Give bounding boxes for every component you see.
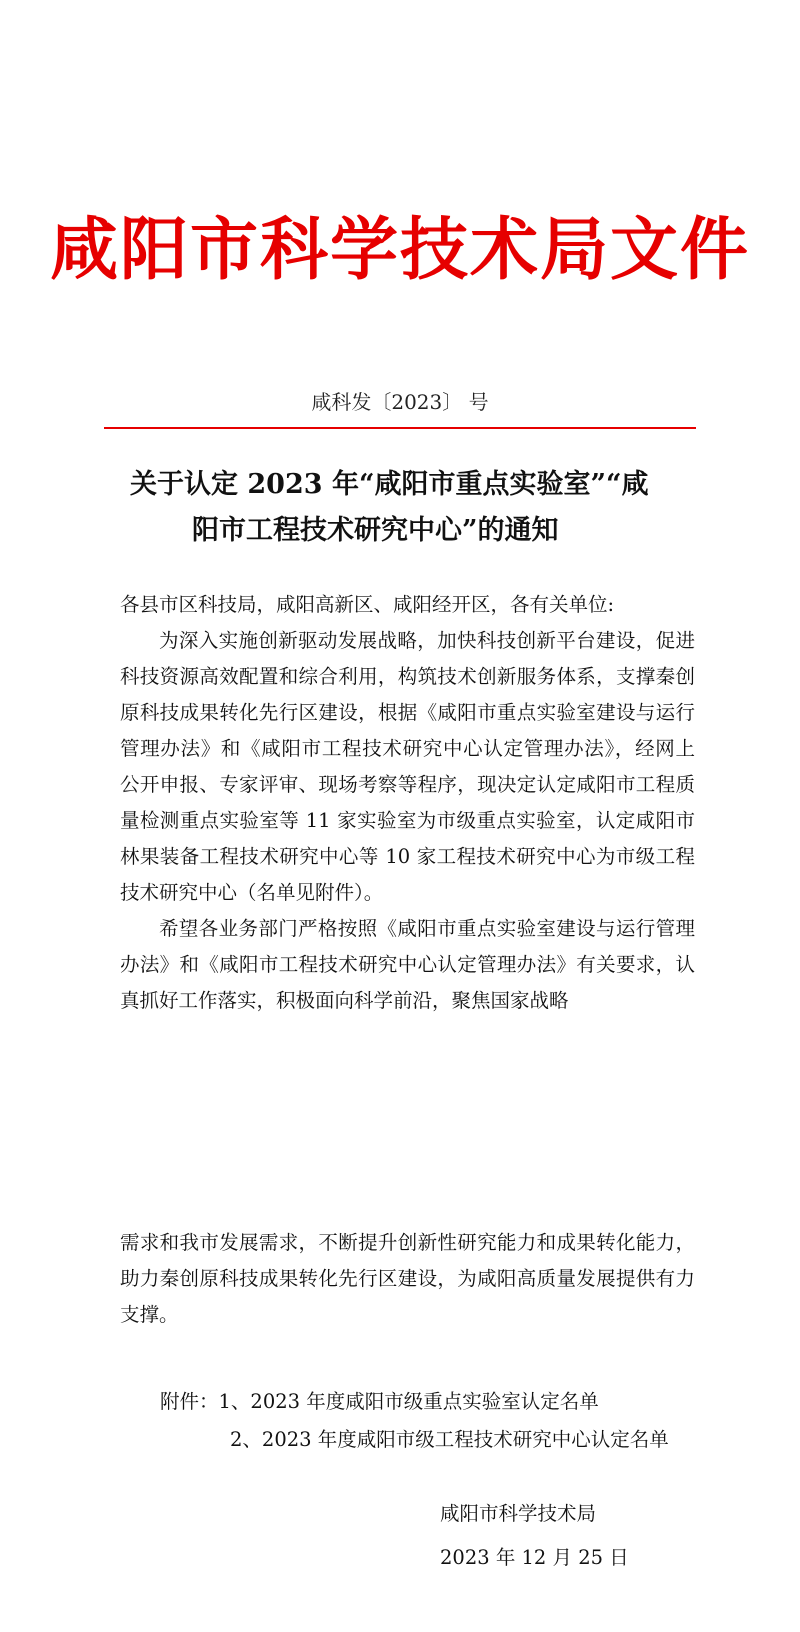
attachments-list <box>160 1383 700 1459</box>
notice-body <box>120 587 695 1019</box>
attachment-item-2: 2、2023 年度咸阳市级工程技术研究中心认定名单 <box>230 1428 669 1451</box>
notice-title <box>130 462 690 554</box>
signature-date: 2023 年 12 月 25 日 <box>440 1546 629 1569</box>
red-divider-line <box>104 427 696 429</box>
document-header-title: 咸阳市科学技术局文件 <box>49 210 750 290</box>
signature-block <box>440 1492 700 1580</box>
signature-org: 咸阳市科学技术局 <box>440 1502 597 1525</box>
body-paragraph-2-part1: 希望各业务部门严格按照《咸阳市重点实验室建设与运行管理办法》和《咸阳市工程技术研究中心认定管理办法》有关要求，认真抓好工作落实，积极面向科学前沿，聚焦国家战略 <box>120 917 695 1012</box>
document-number: 咸科发〔2023〕 号 <box>311 390 489 414</box>
notice-title-line2: 阳市工程技术研究中心”的通知 <box>192 515 559 546</box>
notice-title-line1: 关于认定 2023 年“咸阳市重点实验室”“咸 <box>130 469 649 500</box>
attachment-item-1: 附件：1、2023 年度咸阳市级重点实验室认定名单 <box>160 1390 599 1413</box>
salutation: 各县市区科技局，咸阳高新区、咸阳经开区，各有关单位: <box>120 593 615 616</box>
body-paragraph-1: 为深入实施创新驱动发展战略，加快科技创新平台建设，促进科技资源高效配置和综合利用，构筑技术创新服务体系，支撑秦创原科技成果转化先行区建设，根据《咸阳市重点实验室建设与运行管理办法》和《咸阳市工程技术研究中心认定管理办法》，经网上公开申报、专家评审、现场考察等程序，现决定认定咸阳市工程质量检测重点实验室等 11 家实验室为市级重点实验室，认定咸阳市林果装备工程技术研究中心等 10 家工程技术研究中心为市级工程技术研究中心（名单见附件）。 <box>120 629 695 904</box>
body-paragraph-2-part2: 需求和我市发展需求，不断提升创新性研究能力和成果转化能力，助力秦创原科技成果转化先行区建设，为咸阳高质量发展提供有力支撑。 <box>120 1231 695 1326</box>
